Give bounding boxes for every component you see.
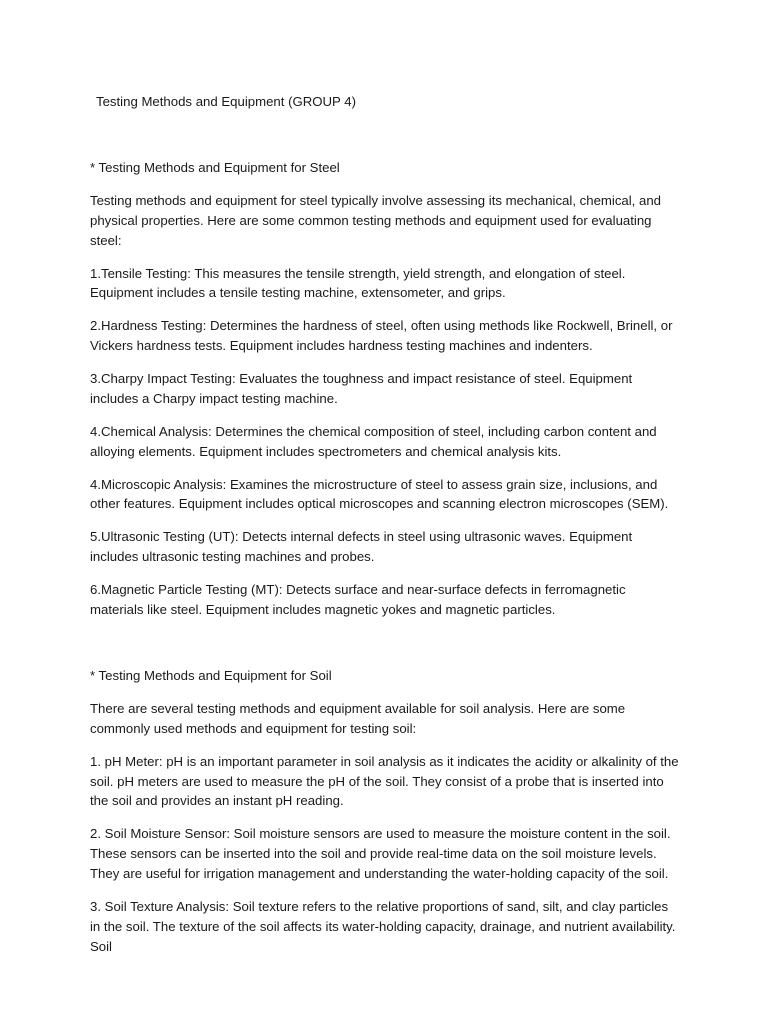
soil-item-texture-analysis: 3. Soil Texture Analysis: Soil texture refers to the relative proportions of sand, silt, and clay particles in the soil. The texture of the soil affects its water-holding capacity, drainage, and nutrient availability. Soil: [90, 898, 676, 954]
steel-item-tensile: 1.Tensile Testing: This measures the tensile strength, yield strength, and elongation of steel. Equipment includes a tensile testing machine, extensometer, and grips.: [90, 265, 626, 301]
steel-item-charpy: 3.Charpy Impact Testing: Evaluates the toughness and impact resistance of steel. Equipment includes a Charpy impact testing machine.: [90, 371, 633, 406]
steel-intro-paragraph: Testing methods and equipment for steel typically involve assessing its mechanical, chemical, and physical properties. Here are some common testing methods and equipment used for evaluating steel:: [90, 192, 662, 248]
soil-item-ph-meter: 1. pH Meter: pH is an important parameter in soil analysis as it indicates the acidity or alkalinity of the soil. pH meters are used to measure the pH of the soil. They consist of a probe that is inserted into the soil and provides an instant pH reading.: [90, 753, 679, 809]
steel-section: [90, 158, 680, 620]
steel-section-heading: * Testing Methods and Equipment for Steel: [90, 160, 340, 175]
soil-intro-paragraph: There are several testing methods and equipment available for soil analysis. Here are some commonly used methods and equipment for testing soil:: [90, 701, 626, 736]
steel-item-chemical: 4.Chemical Analysis: Determines the chemical composition of steel, including carbon content and alloying elements. Equipment includes spectrometers and chemical analysis kits.: [90, 423, 657, 459]
section-spacer: [90, 633, 680, 666]
document-title: Testing Methods and Equipment (GROUP 4): [96, 94, 356, 109]
soil-section: [90, 666, 680, 956]
steel-item-microscopic: 4.Microscopic Analysis: Examines the microstructure of steel to assess grain size, inclusions, and other features. Equipment includes optical microscopes and scanning electron microscopes (SEM).: [90, 476, 669, 512]
soil-item-moisture-sensor: 2. Soil Moisture Sensor: Soil moisture sensors are used to measure the moisture content in the soil. These sensors can be inserted into the soil and provide real-time data on the soil moisture levels. They are useful for irrigation management and understanding the water-holding capacity of the soil.: [90, 826, 671, 881]
steel-item-ultrasonic: 5.Ultrasonic Testing (UT): Detects internal defects in steel using ultrasonic waves. Equipment includes ultrasonic testing machines and probes.: [90, 529, 633, 565]
soil-section-heading: * Testing Methods and Equipment for Soil: [90, 668, 332, 684]
document-body: [90, 158, 680, 970]
steel-item-magnetic: 6.Magnetic Particle Testing (MT): Detects surface and near-surface defects in ferromagnetic materials like steel. Equipment includes magnetic yokes and magnetic particles.: [90, 582, 626, 618]
steel-item-hardness: 2.Hardness Testing: Determines the hardness of steel, often using methods like Rockwell, Brinell, or Vickers hardness tests. Equipment includes hardness testing machines and indenters.: [90, 318, 673, 354]
